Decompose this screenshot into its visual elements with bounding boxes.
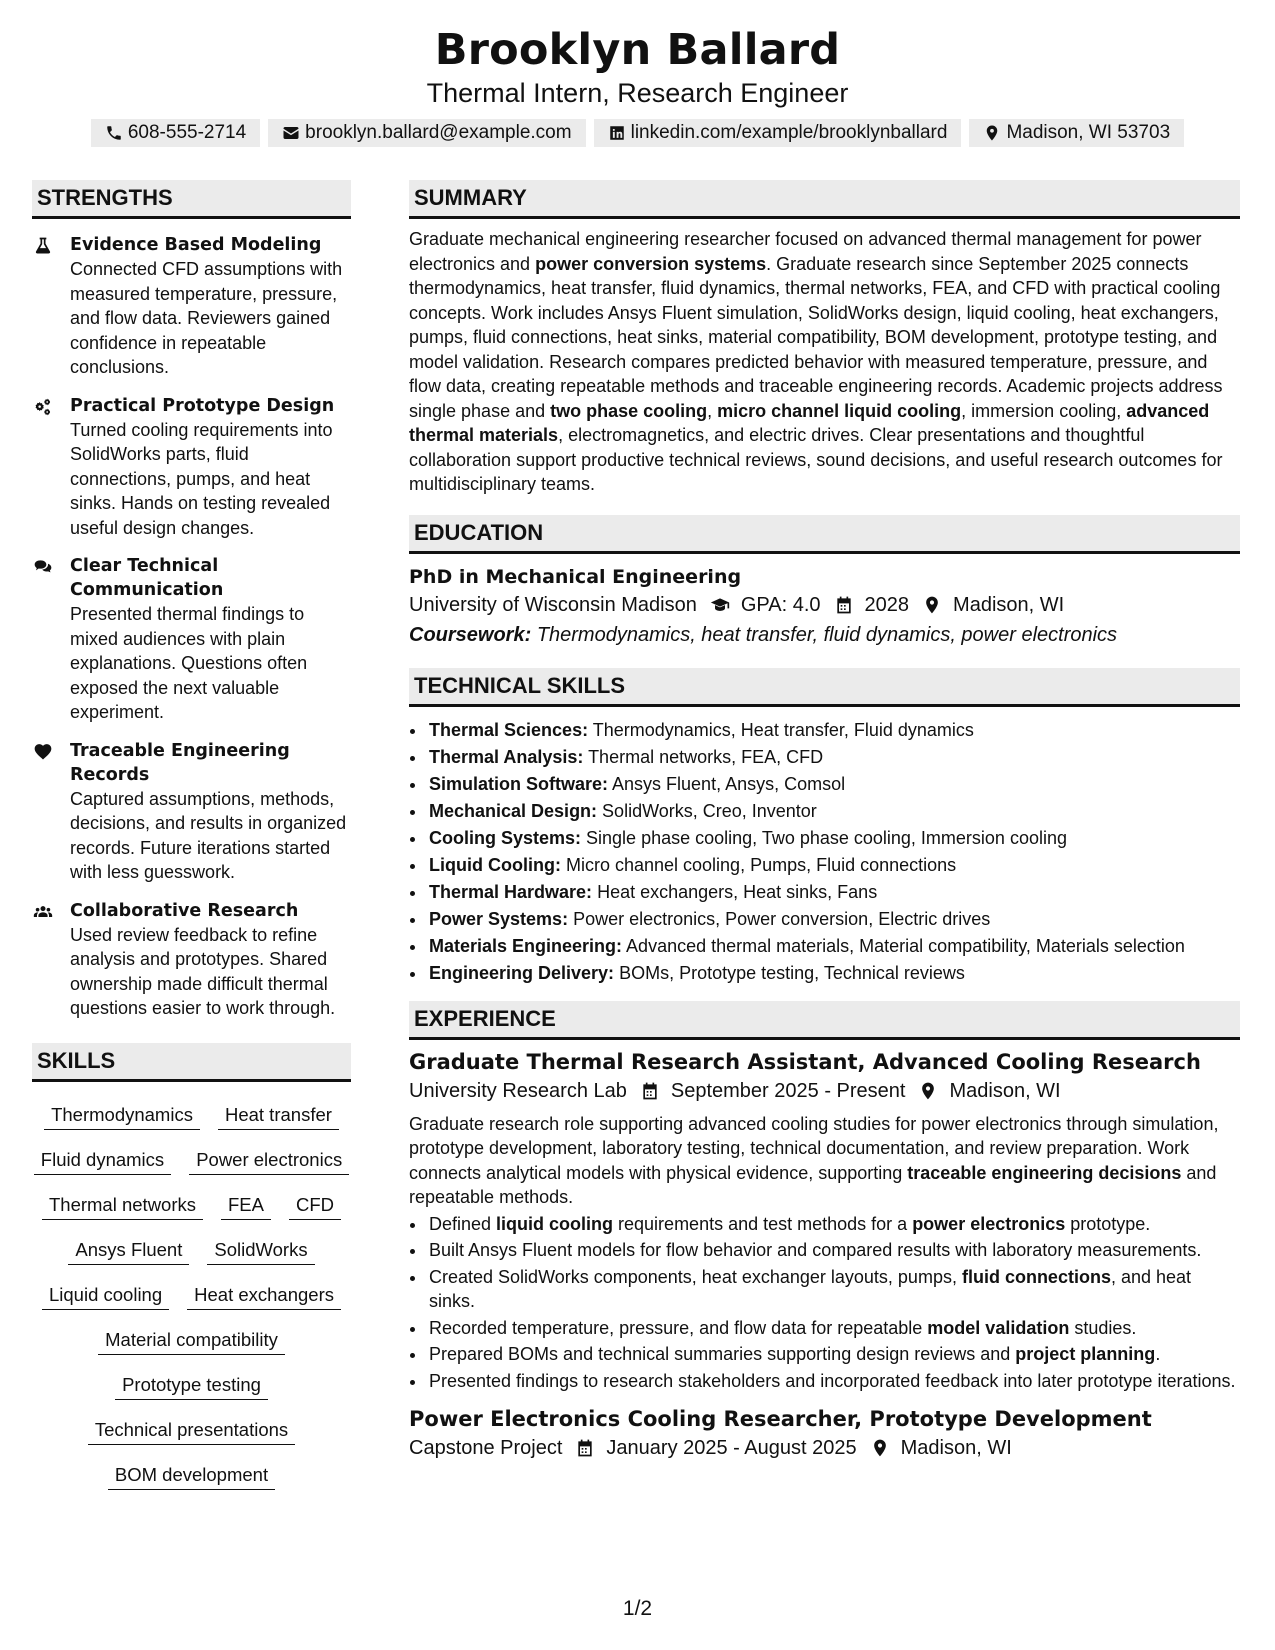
text-run: studies. (1069, 1317, 1137, 1338)
strength-description: Captured assumptions, methods, decisions, and results in organized records. Future iterations started with less guesswork. (70, 788, 347, 882)
text-run: Graduate mechanical engineering researcher focused on advanced thermal management for power electronics and (409, 229, 1202, 274)
technical-skill-value: Advanced thermal materials, Material compatibility, Materials selection (622, 935, 1185, 956)
graduation-year: 2028 (864, 593, 910, 616)
skill-row (32, 1282, 351, 1327)
skills-list (32, 1102, 351, 1507)
technical-skill-item (427, 744, 1240, 771)
technical-skill-item (427, 906, 1240, 933)
text-run: , (707, 400, 718, 421)
resume-header (0, 0, 1275, 147)
envelope-icon (282, 124, 300, 142)
emphasis-text: model validation (927, 1317, 1070, 1338)
skill-tag: CFD (289, 1192, 341, 1220)
skill-row (32, 1327, 351, 1372)
skill-tag: Thermodynamics (44, 1102, 200, 1130)
graduation-cap-icon (709, 595, 731, 615)
text-run: requirements and test methods for a (613, 1213, 913, 1234)
technical-skill-item (427, 933, 1240, 960)
heart-icon (32, 739, 70, 885)
job-description (409, 1112, 1240, 1210)
experience-entry (409, 1048, 1240, 1394)
school-name: University of Wisconsin Madison (409, 593, 697, 616)
job-bullet (427, 1238, 1240, 1263)
job-location: Madison, WI (949, 1079, 1061, 1102)
users-icon (32, 899, 70, 1021)
linkedin-icon (608, 124, 626, 142)
strength-description: Presented thermal findings to mixed audiences with plain explanations. Questions often exposed the next valuable experiment. (70, 604, 308, 722)
job-organization: Capstone Project (409, 1437, 563, 1459)
strengths-heading: STRENGTHS (32, 180, 351, 219)
technical-skill-value: Thermodynamics, Heat transfer, Fluid dynamics (588, 719, 974, 740)
map-pin-icon (983, 124, 1001, 142)
emphasis-text: power electronics (912, 1213, 1066, 1234)
skill-tag: Technical presentations (88, 1417, 295, 1445)
strength-title: Clear Technical Communication (70, 556, 224, 600)
job-location: Madison, WI (900, 1437, 1012, 1459)
skill-row (32, 1237, 351, 1282)
map-pin-icon (921, 595, 943, 615)
strength-title: Practical Prototype Design (70, 395, 335, 416)
strength-description: Connected CFD assumptions with measured temperature, pressure, and flow data. Reviewers gained confidence in repeatable conclusions. (70, 259, 343, 377)
summary-text (409, 227, 1240, 497)
text-run: Recorded temperature, pressure, and flow data for repeatable (429, 1317, 928, 1338)
email-text: brooklyn.ballard@example.com (305, 122, 572, 143)
degree-title: PhD in Mechanical Engineering (409, 565, 742, 588)
text-run: . Graduate research since September 2025 connects thermodynamics, heat transfer, fluid dynamics, thermal networks, FEA, and CFD with practical cooling concepts. Work includes Ansys Fluent simulation, SolidWorks design, liquid cooling, heat exchangers, pumps, fluid connections, heat sinks, material compatibility, BOM development, prototype testing, and model validation. Research compares predicted behavior with measured temperature, pressure, and flow data, creating repeatable methods and traceable engineering records. Academic projects address single phase and (409, 253, 1223, 421)
skills-heading: SKILLS (32, 1043, 351, 1082)
job-bullet (427, 1265, 1240, 1314)
strength-title: Traceable Engineering Records (70, 740, 290, 785)
job-bullet (427, 1316, 1240, 1341)
skill-tag: BOM development (108, 1462, 275, 1490)
strength-item (32, 554, 351, 725)
strength-body (70, 233, 351, 380)
strength-body (70, 554, 351, 725)
contact-bar (0, 119, 1275, 147)
technical-skill-label: Liquid Cooling: (429, 854, 561, 875)
job-organization: University Research Lab (409, 1079, 627, 1102)
summary-heading: SUMMARY (409, 180, 1240, 219)
text-run: Built Ansys Fluent models for flow behavior and compared results with laboratory measurements. (429, 1240, 1202, 1260)
text-run: and repeatable methods. (409, 1162, 1217, 1207)
job-title: Graduate Thermal Research Assistant, Advanced Cooling Research (409, 1049, 1201, 1074)
technical-skill-value: Micro channel cooling, Pumps, Fluid connections (560, 854, 957, 875)
skill-tag: Material compatibility (98, 1327, 285, 1355)
strength-title: Evidence Based Modeling (70, 235, 322, 255)
map-pin-icon (869, 1438, 891, 1458)
contact-linkedin[interactable] (594, 119, 962, 147)
strength-item (32, 233, 351, 380)
coursework-label: Coursework: (409, 623, 532, 646)
text-run: . (1155, 1344, 1161, 1364)
technical-skill-value: BOMs, Prototype testing, Technical reviews (614, 962, 965, 983)
education-location: Madison, WI (953, 593, 1065, 616)
skill-row (32, 1192, 351, 1237)
gpa-text: GPA: 4.0 (740, 593, 821, 616)
skill-tag: Heat exchangers (187, 1282, 341, 1310)
gears-icon (32, 397, 54, 417)
job-meta (409, 1433, 1240, 1463)
flask-icon (32, 236, 54, 256)
technical-skill-item (427, 960, 1240, 987)
skill-tag: Prototype testing (115, 1372, 268, 1400)
text-run: , immersion cooling, (961, 400, 1127, 421)
text-run: Created SolidWorks components, heat exchanger layouts, pumps, (429, 1266, 962, 1287)
technical-skill-value: Thermal networks, FEA, CFD (583, 746, 824, 767)
skill-row (32, 1147, 351, 1192)
skill-row (32, 1462, 351, 1507)
experience-list (409, 1048, 1240, 1464)
phone-text: 608-555-2714 (127, 122, 247, 143)
strengths-list (32, 233, 351, 1021)
technical-skill-value: Heat exchangers, Heat sinks, Fans (592, 881, 878, 902)
strength-body (70, 899, 351, 1021)
technical-skill-item (427, 879, 1240, 906)
emphasis-text: project planning (1015, 1344, 1156, 1364)
comments-icon (32, 557, 54, 577)
emphasis-text: micro channel liquid cooling (717, 400, 962, 421)
candidate-name: Brooklyn Ballard (434, 25, 841, 75)
technical-skill-value: SolidWorks, Creo, Inventor (597, 800, 817, 821)
skill-row (32, 1102, 351, 1147)
right-column (409, 180, 1240, 1463)
contact-location (969, 119, 1184, 147)
skill-tag: Power electronics (189, 1147, 349, 1175)
technical-skill-label: Power Systems: (429, 908, 569, 929)
linkedin-text: linkedin.com/example/brooklynballard (630, 122, 948, 143)
technical-skill-value: Single phase cooling, Two phase cooling, Immersion cooling (581, 827, 1067, 848)
skill-tag: Ansys Fluent (68, 1237, 189, 1265)
job-title: Power Electronics Cooling Researcher, Prototype Development (409, 1407, 1152, 1431)
strength-body (70, 739, 351, 885)
text-run: prototype. (1065, 1213, 1151, 1234)
text-run: Prepared BOMs and technical summaries supporting design reviews and (429, 1344, 1016, 1364)
job-dates: January 2025 - August 2025 (606, 1437, 857, 1459)
technical-skill-label: Engineering Delivery: (429, 962, 615, 983)
emphasis-text: advanced thermal materials (409, 400, 1210, 445)
skill-tag: Heat transfer (218, 1102, 339, 1130)
emphasis-text: traceable engineering decisions (907, 1162, 1182, 1183)
technical-skill-item (427, 771, 1240, 798)
skill-tag: Fluid dynamics (34, 1147, 171, 1175)
heart-icon (32, 742, 54, 762)
technical-skill-label: Mechanical Design: (429, 800, 598, 821)
skill-tag: Thermal networks (42, 1192, 203, 1220)
technical-skill-value: Power electronics, Power conversion, Electric drives (568, 908, 991, 929)
technical-skill-item (427, 852, 1240, 879)
users-icon (32, 902, 54, 922)
strength-description: Used review feedback to refine analysis and prototypes. Shared ownership made difficult thermal questions easier to work through. (70, 924, 336, 1018)
emphasis-text: power conversion systems (535, 253, 767, 274)
candidate-title: Thermal Intern, Research Engineer (426, 78, 849, 108)
calendar-icon (574, 1438, 596, 1458)
emphasis-text: fluid connections (961, 1266, 1111, 1287)
strength-item (32, 899, 351, 1021)
technical-skill-item (427, 825, 1240, 852)
calendar-icon (639, 1081, 661, 1101)
comments-icon (32, 554, 70, 725)
contact-email[interactable] (268, 119, 585, 147)
strength-body (70, 394, 351, 541)
technical-skills-heading: TECHNICAL SKILLS (409, 668, 1240, 707)
job-bullet (427, 1342, 1240, 1367)
technical-skill-label: Cooling Systems: (429, 827, 582, 848)
skill-tag: FEA (221, 1192, 271, 1220)
emphasis-text: two phase cooling (550, 400, 708, 421)
map-pin-icon (917, 1081, 939, 1101)
page-number: 1/2 (622, 1597, 653, 1620)
coursework-text: Thermodynamics, heat transfer, fluid dynamics, power electronics (536, 623, 1118, 646)
education-heading: EDUCATION (409, 515, 1240, 554)
skill-row (32, 1372, 351, 1417)
calendar-icon (833, 595, 855, 615)
job-bullet (427, 1369, 1240, 1394)
text-run: Graduate research role supporting advanced cooling studies for power electronics through simulation, prototype development, laboratory testing, technical documentation, and review preparation. Work connects analytical models with physical evidence, supporting (409, 1113, 1219, 1183)
technical-skill-label: Materials Engineering: (429, 935, 623, 956)
technical-skill-item (427, 717, 1240, 744)
phone-icon (105, 124, 123, 142)
job-dates: September 2025 - Present (670, 1079, 906, 1102)
technical-skill-label: Thermal Analysis: (429, 746, 584, 767)
experience-heading: EXPERIENCE (409, 1001, 1240, 1040)
technical-skills-list (409, 717, 1240, 987)
job-bullet (427, 1212, 1240, 1237)
strength-title: Collaborative Research (70, 900, 299, 921)
job-meta (409, 1076, 1240, 1106)
skill-tag: SolidWorks (207, 1237, 314, 1265)
technical-skill-item (427, 798, 1240, 825)
skill-row (32, 1417, 351, 1462)
left-column (32, 180, 351, 1507)
emphasis-text: liquid cooling (496, 1213, 614, 1234)
text-run: , electromagnetics, and electric drives. Clear presentations and thoughtful collaboration support productive technical reviews, sound decisions, and useful research outcomes for multidisciplinary teams. (409, 425, 1223, 494)
job-bullets (409, 1212, 1240, 1394)
technical-skill-label: Thermal Hardware: (429, 881, 593, 902)
technical-skill-value: Ansys Fluent, Ansys, Comsol (608, 773, 846, 794)
strength-item (32, 739, 351, 885)
strength-description: Turned cooling requirements into SolidWorks parts, fluid connections, pumps, and heat sinks. Hands on testing revealed useful design changes. (70, 419, 333, 538)
text-run: Defined (429, 1213, 497, 1234)
skill-tag: Liquid cooling (42, 1282, 169, 1310)
flask-icon (32, 233, 70, 380)
text-run: , and heat sinks. (429, 1266, 1192, 1311)
education-meta (409, 590, 1240, 620)
location-text: Madison, WI 53703 (1006, 122, 1171, 143)
technical-skill-label: Thermal Sciences: (429, 719, 589, 740)
contact-phone[interactable] (91, 119, 260, 147)
gears-icon (32, 394, 70, 541)
experience-entry (409, 1405, 1240, 1463)
technical-skill-label: Simulation Software: (429, 773, 609, 794)
strength-item (32, 394, 351, 541)
text-run: Presented findings to research stakeholders and incorporated feedback into later prototype iterations. (429, 1370, 1236, 1391)
coursework-line (409, 620, 1240, 650)
